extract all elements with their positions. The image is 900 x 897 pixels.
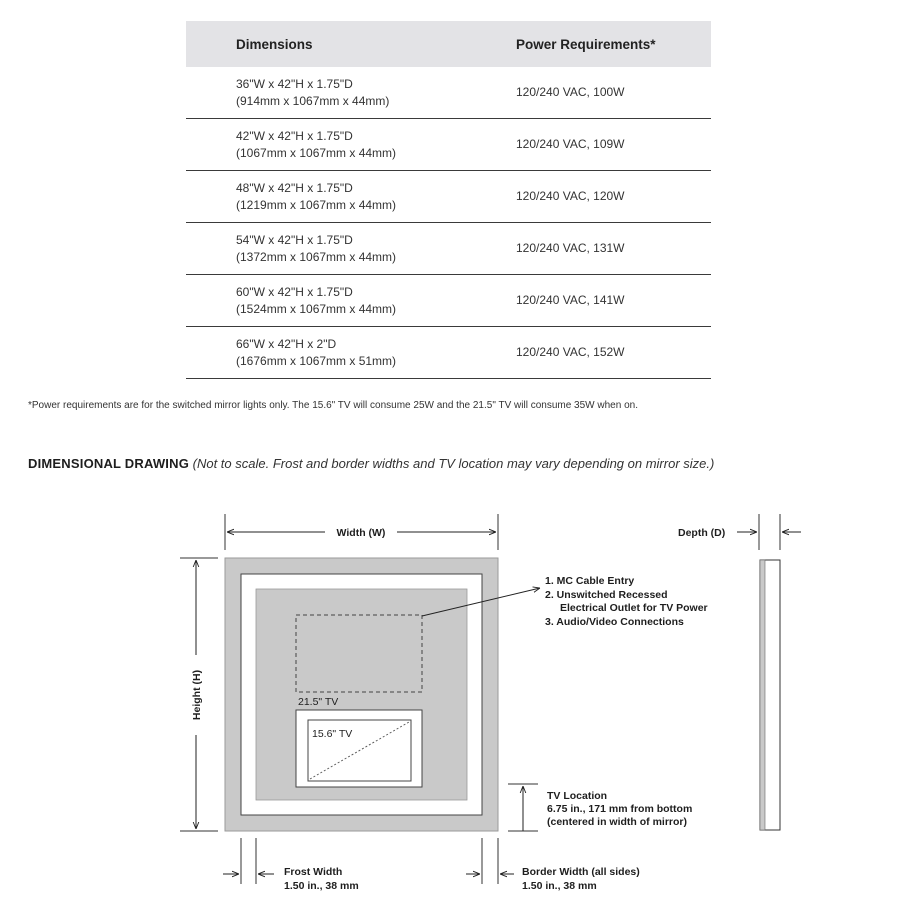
header-power: Power Requirements* [516,21,711,67]
dimensions-metric: (1219mm x 1067mm x 44mm) [236,197,397,212]
tv-location-value: 6.75 in., 171 mm from bottom [547,803,693,815]
mirror-front-view [225,558,498,831]
frost-width-title: Frost Width [284,866,343,878]
callout-line-1: 1. MC Cable Entry [545,575,635,587]
dimensions-imperial: 54"W x 42"H x 1.75"D [236,232,353,247]
height-label: Height (H) [191,669,203,721]
border-width-dimension [466,838,640,892]
dimensions-metric: (1524mm x 1067mm x 44mm) [236,301,397,316]
dimensions-imperial: 48"W x 42"H x 1.75"D [236,180,353,195]
callout-line-2: 2. Unswitched Recessed [545,589,668,601]
border-width-value: 1.50 in., 38 mm [522,880,597,892]
frost-width-value: 1.50 in., 38 mm [284,880,359,892]
dimensions-metric: (1067mm x 1067mm x 44mm) [236,145,397,160]
dimensions-imperial: 60"W x 42"H x 1.75"D [236,284,353,299]
header-dimensions: Dimensions [186,21,516,67]
power-cell: 120/240 VAC, 131W [516,223,711,275]
frost-width-dimension [223,838,359,892]
width-dimension [225,514,498,550]
drawing-title: DIMENSIONAL DRAWING [28,456,190,471]
dimensions-imperial: 66"W x 42"H x 2"D [236,336,337,351]
dimensions-metric: (1372mm x 1067mm x 44mm) [236,249,397,264]
drawing-subtitle: (Not to scale. Frost and border widths and TV location may vary depending on mirror size.) [192,456,715,471]
dimensions-imperial: 36"W x 42"H x 1.75"D [236,76,353,91]
tv-15-label: 15.6" TV [312,728,353,740]
mirror-side-view [678,514,801,830]
side-glass [760,560,765,830]
callout-line-3: Electrical Outlet for TV Power [560,602,708,614]
dimensions-imperial: 42"W x 42"H x 1.75"D [236,128,353,143]
power-cell: 120/240 VAC, 152W [516,327,711,379]
power-cell: 120/240 VAC, 120W [516,171,711,223]
border-width-title: Border Width (all sides) [522,866,640,878]
width-label: Width (W) [336,527,386,539]
dimensions-metric: (914mm x 1067mm x 44mm) [236,93,390,108]
power-footnote: *Power requirements are for the switched mirror lights only. The 15.6" TV will consume 25W and the 21.5" TV will consume 35W when on. [28,400,638,411]
dimensions-metric: (1676mm x 1067mm x 51mm) [236,353,397,368]
height-dimension [180,558,218,831]
tv-location-dimension [508,784,692,831]
callout-line-4: 3. Audio/Video Connections [545,616,684,628]
depth-label: Depth (D) [678,527,726,539]
power-cell: 120/240 VAC, 141W [516,275,711,327]
power-cell: 120/240 VAC, 100W [516,67,711,119]
tv-21-label: 21.5" TV [298,696,339,708]
tv-location-note: (centered in width of mirror) [547,816,688,828]
tv-location-title: TV Location [547,790,608,802]
power-cell: 120/240 VAC, 109W [516,119,711,171]
